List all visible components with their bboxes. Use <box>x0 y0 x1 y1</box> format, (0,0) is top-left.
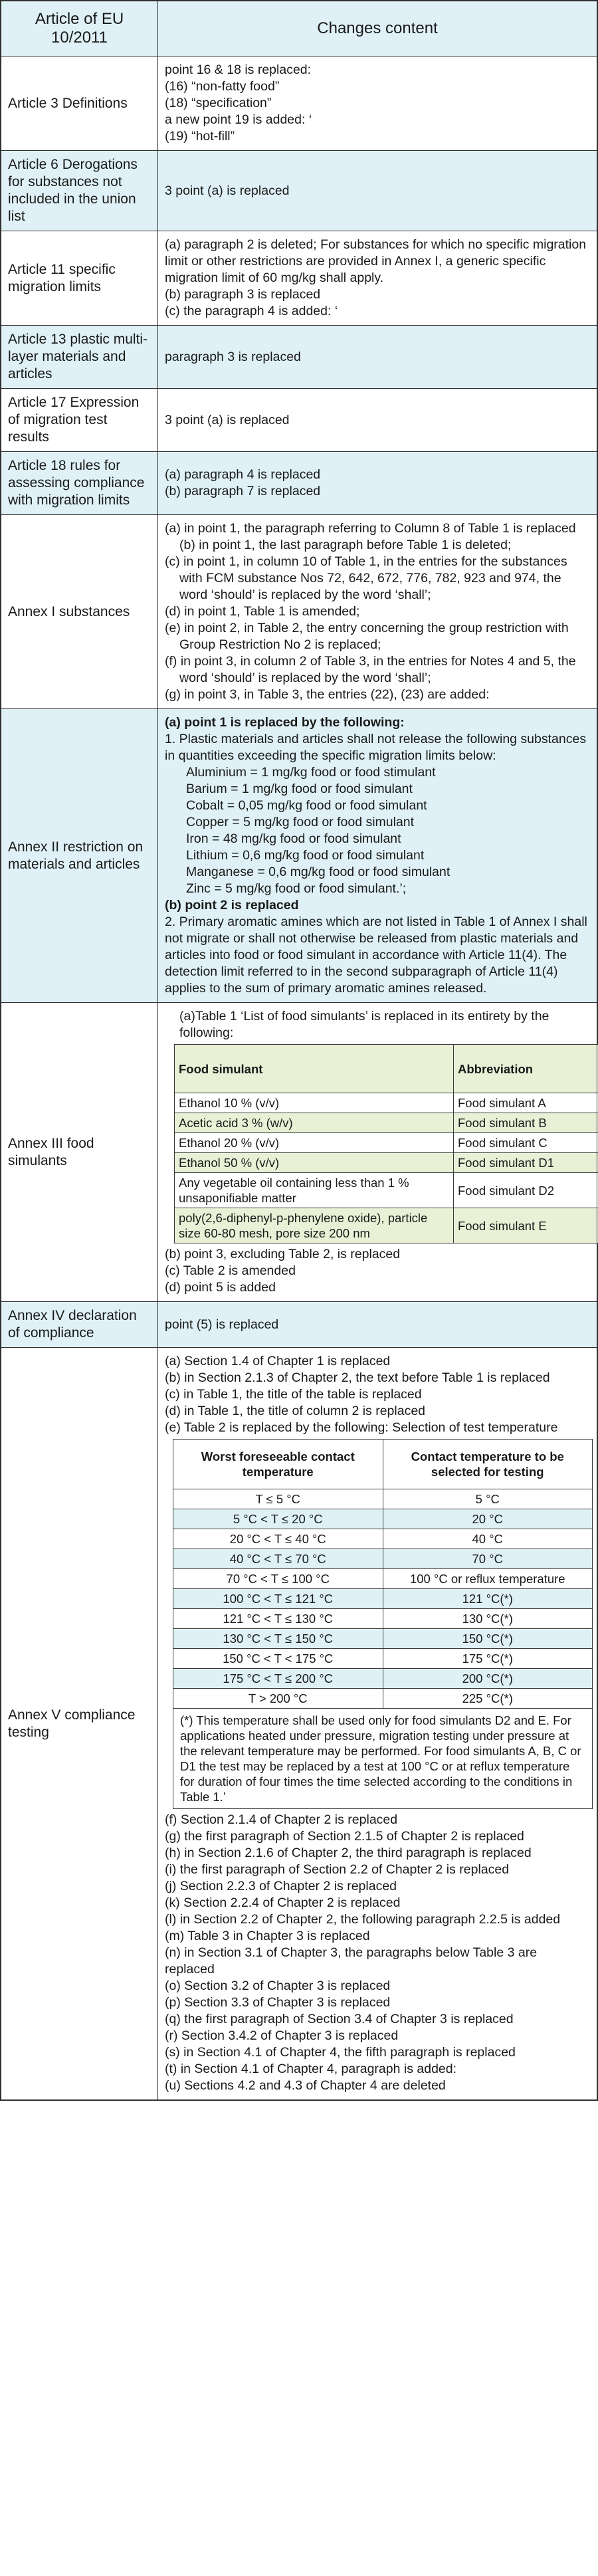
temp-cell: 150 °C(*) <box>383 1629 593 1649</box>
table-row <box>1 389 597 452</box>
content-line: (u) Sections 4.2 and 4.3 of Chapter 4 are deleted <box>165 2078 446 2093</box>
table-row <box>1 1348 597 2100</box>
temp-header-contact: Contact temperature to be selected for testing <box>383 1440 593 1489</box>
content-line: (16) “non-fatty food” <box>165 79 280 94</box>
content-line: (e) in point 2, in Table 2, the entry concerning the group restriction with Group Restriction No 2 is replaced; <box>165 621 569 652</box>
limit-line: Barium = 1 mg/kg food or food simulant <box>186 782 413 796</box>
temp-cell: 225 °C(*) <box>383 1689 593 1709</box>
temp-cell: T > 200 °C <box>173 1689 383 1709</box>
temp-cell: 175 °C(*) <box>383 1649 593 1669</box>
food-cell: Food simulant D1 <box>454 1153 598 1173</box>
row-label: Annex V compliance testing <box>1 1348 158 2100</box>
temp-cell: 175 °C < T ≤ 200 °C <box>173 1669 383 1689</box>
table-row <box>1 1302 597 1348</box>
row-label: Article 6 Derogations for substances not included in the union list <box>1 151 158 231</box>
content-line: (t) in Section 4.1 of Chapter 4, paragraph is added: <box>165 2062 457 2076</box>
row-label: Article 3 Definitions <box>1 56 158 151</box>
temp-cell: 5 °C < T ≤ 20 °C <box>173 1509 383 1529</box>
food-cell: Acetic acid 3 % (w/v) <box>175 1113 454 1133</box>
row-content <box>158 1302 597 1348</box>
table-row <box>173 1689 593 1709</box>
food-cell: Any vegetable oil containing less than 1 % unsaponifiable matter <box>175 1173 454 1208</box>
content-line: (c) Table 2 is amended <box>165 1263 296 1278</box>
row-content <box>158 452 597 515</box>
row-content <box>158 389 597 452</box>
temp-cell: 150 °C < T < 175 °C <box>173 1649 383 1669</box>
row-content <box>158 56 597 151</box>
food-table-header <box>175 1045 598 1093</box>
food-cell: Ethanol 20 % (v/v) <box>175 1133 454 1153</box>
temp-cell: 130 °C(*) <box>383 1609 593 1629</box>
temp-table-note: (*) This temperature shall be used only for food simulants D2 and E. For applications heated under pressure, migration testing under pressure at the relevant temperature may be performed. For food simulants A, B, C or D1 the test may be replaced by a test at 100 °C or at reflux temperature for duration of four times the time selected according to the conditions in Table 1.’ <box>173 1709 593 1809</box>
content-line: (f) in point 3, in column 2 of Table 3, in the entries for Notes 4 and 5, the word ‘should’ is replaced by the word ‘shall’; <box>165 654 576 685</box>
row-content <box>158 326 597 389</box>
content-line: a new point 19 is added: ‘ <box>165 112 312 127</box>
row-content <box>158 231 597 326</box>
content-line: 1. Plastic materials and articles shall not release the following substances in quantities exceeding the specific migration limits below: <box>165 732 587 763</box>
temp-cell: 20 °C < T ≤ 40 °C <box>173 1529 383 1549</box>
temp-table-header <box>173 1440 593 1489</box>
food-cell: Ethanol 50 % (v/v) <box>175 1153 454 1173</box>
content-line: (b) paragraph 7 is replaced <box>165 484 321 498</box>
limit-line: Zinc = 5 mg/kg food or food simulant.’; <box>186 881 407 896</box>
table-row <box>173 1509 593 1529</box>
food-cell: poly(2,6-diphenyl-p-phenylene oxide), particle size 60-80 mesh, pore size 200 nm <box>175 1208 454 1243</box>
table-row <box>173 1489 593 1509</box>
food-cell: Food simulant D2 <box>454 1173 598 1208</box>
row-content <box>158 1348 597 2100</box>
row-label: Article 11 specific migration limits <box>1 231 158 326</box>
food-simulant-table <box>174 1044 598 1243</box>
content-line: (19) “hot-fill” <box>165 129 235 144</box>
limit-line: Aluminium = 1 mg/kg food or food stimulant <box>186 765 436 780</box>
row-label: Annex IV declaration of compliance <box>1 1302 158 1348</box>
food-header-simulant: Food simulant <box>175 1045 454 1093</box>
row-label: Annex II restriction on materials and articles <box>1 709 158 1003</box>
temp-cell: 200 °C(*) <box>383 1669 593 1689</box>
table-row <box>173 1589 593 1609</box>
content-line: (h) in Section 2.1.6 of Chapter 2, the third paragraph is replaced <box>165 1846 532 1860</box>
content-line: (c) the paragraph 4 is added: ‘ <box>165 304 338 318</box>
content-line: (d) in point 1, Table 1 is amended; <box>165 604 360 619</box>
table-row <box>173 1649 593 1669</box>
header-changes: Changes content <box>158 1 597 56</box>
table-row <box>175 1113 598 1133</box>
content-line: (i) the first paragraph of Section 2.2 of Chapter 2 is replaced <box>165 1862 510 1877</box>
table-row <box>173 1629 593 1649</box>
content-line: (p) Section 3.3 of Chapter 3 is replaced <box>165 1995 391 2010</box>
temp-header-worst: Worst foreseeable contact temperature <box>173 1440 383 1489</box>
food-cell: Food simulant C <box>454 1133 598 1153</box>
table-row <box>1 452 597 515</box>
food-cell: Food simulant B <box>454 1113 598 1133</box>
table-row <box>1 56 597 151</box>
table-row <box>173 1669 593 1689</box>
table-row <box>1 709 597 1003</box>
content-line: (f) Section 2.1.4 of Chapter 2 is replaced <box>165 1812 398 1827</box>
temp-cell: 70 °C <box>383 1549 593 1569</box>
table-row <box>175 1208 598 1243</box>
test-temperature-table <box>173 1439 593 1809</box>
temp-cell: 121 °C(*) <box>383 1589 593 1609</box>
content-line: (d) in Table 1, the title of column 2 is replaced <box>165 1404 426 1418</box>
food-cell: Ethanol 10 % (v/v) <box>175 1093 454 1113</box>
content-line: (a)Table 1 ‘List of food simulants’ is replaced in its entirety by the following: <box>179 1009 549 1040</box>
content-line: (j) Section 2.2.3 of Chapter 2 is replaced <box>165 1879 397 1893</box>
content-line: (b) in Section 2.1.3 of Chapter 2, the text before Table 1 is replaced <box>165 1370 550 1385</box>
food-cell: Food simulant E <box>454 1208 598 1243</box>
content-line: 3 point (a) is replaced <box>165 183 290 198</box>
temp-cell: 20 °C <box>383 1509 593 1529</box>
content-line: (a) paragraph 4 is replaced <box>165 467 321 482</box>
temp-cell: 100 °C < T ≤ 121 °C <box>173 1589 383 1609</box>
content-line: (c) in Table 1, the title of the table is replaced <box>165 1387 422 1402</box>
food-cell: Food simulant A <box>454 1093 598 1113</box>
content-line: (b) point 3, excluding Table 2, is replaced <box>165 1247 401 1261</box>
temp-cell: 40 °C < T ≤ 70 °C <box>173 1549 383 1569</box>
content-line: (g) the first paragraph of Section 2.1.5 of Chapter 2 is replaced <box>165 1829 524 1844</box>
temp-cell: 70 °C < T ≤ 100 °C <box>173 1569 383 1589</box>
table-row <box>1 515 597 709</box>
content-line: point (5) is replaced <box>165 1317 279 1332</box>
content-line: (b) point 2 is replaced <box>165 898 299 912</box>
table-row <box>1 326 597 389</box>
table-row <box>1 1003 597 1302</box>
row-content <box>158 709 597 1003</box>
content-line: (o) Section 3.2 of Chapter 3 is replaced <box>165 1979 391 1993</box>
content-line: (a) paragraph 2 is deleted; For substances for which no specific migration limit or other restrictions are provided in Annex I, a generic specific migration limit of 60 mg/kg shall apply. <box>165 237 587 285</box>
temp-cell: 130 °C < T ≤ 150 °C <box>173 1629 383 1649</box>
content-line: 2. Primary aromatic amines which are not listed in Table 1 of Annex I shall not migrate or shall not otherwise be released from plastic materials and articles into food or food simulant in accordance with Article 11(4). The detection limit referred to in the second subparagraph of Article 11(4) applies to the sum of primary aromatic amines released. <box>165 914 587 996</box>
table-row <box>175 1133 598 1153</box>
row-label: Annex III food simulants <box>1 1003 158 1302</box>
content-line: paragraph 3 is replaced <box>165 349 301 364</box>
limit-line: Lithium = 0,6 mg/kg food or food simulant <box>186 848 425 863</box>
temp-cell: 100 °C or reflux temperature <box>383 1569 593 1589</box>
content-line: (a) Section 1.4 of Chapter 1 is replaced <box>165 1354 391 1368</box>
table-row <box>173 1609 593 1629</box>
table-row <box>175 1093 598 1113</box>
row-label: Article 18 rules for assessing compliance with migration limits <box>1 452 158 515</box>
table-row <box>173 1529 593 1549</box>
content-line: (r) Section 3.4.2 of Chapter 3 is replaced <box>165 2028 399 2043</box>
table-row <box>1 231 597 326</box>
content-line: (a) in point 1, the paragraph referring to Column 8 of Table 1 is replaced (b) in point 1, the last paragraph before Table 1 is deleted; <box>165 521 576 552</box>
limit-line: Copper = 5 mg/kg food or food simulant <box>186 815 415 829</box>
table-row <box>175 1173 598 1208</box>
row-content <box>158 515 597 709</box>
table-header-row <box>1 1 597 56</box>
content-line: (n) in Section 3.1 of Chapter 3, the paragraphs below Table 3 are replaced <box>165 1945 538 1977</box>
content-line: (b) paragraph 3 is replaced <box>165 287 321 302</box>
content-line: (m) Table 3 in Chapter 3 is replaced <box>165 1929 370 1943</box>
content-line: (a) point 1 is replaced by the following: <box>165 715 405 730</box>
table-row <box>1 151 597 231</box>
row-content <box>158 1003 597 1302</box>
content-line: (q) the first paragraph of Section 3.4 of Chapter 3 is replaced <box>165 2012 514 2026</box>
content-line: (d) point 5 is added <box>165 1280 276 1295</box>
temp-table-note-row <box>173 1709 593 1809</box>
limit-line: Cobalt = 0,05 mg/kg food or food simulant <box>186 798 427 813</box>
temp-cell: 5 °C <box>383 1489 593 1509</box>
table-row <box>173 1569 593 1589</box>
limit-line: Manganese = 0,6 mg/kg food or food simulant <box>186 865 450 879</box>
row-label: Annex I substances <box>1 515 158 709</box>
temp-cell: T ≤ 5 °C <box>173 1489 383 1509</box>
content-line: point 16 & 18 is replaced: <box>165 62 312 77</box>
content-line: (k) Section 2.2.4 of Chapter 2 is replaced <box>165 1895 401 1910</box>
header-article: Article of EU 10/2011 <box>1 1 158 56</box>
content-line: (18) “specification” <box>165 96 272 110</box>
content-line: (c) in point 1, in column 10 of Table 1, in the entries for the substances with FCM substance Nos 72, 642, 672, 776, 782, 923 and 974, the word ‘should’ is replaced by the word ‘shall’; <box>165 554 567 602</box>
content-line: (s) in Section 4.1 of Chapter 4, the fifth paragraph is replaced <box>165 2045 516 2060</box>
table-row <box>173 1549 593 1569</box>
row-content <box>158 151 597 231</box>
limit-line: Iron = 48 mg/kg food or food simulant <box>186 831 401 846</box>
temp-cell: 121 °C < T ≤ 130 °C <box>173 1609 383 1629</box>
table-row <box>175 1153 598 1173</box>
content-line: (e) Table 2 is replaced by the following: Selection of test temperature <box>165 1420 558 1435</box>
row-label: Article 13 plastic multi-layer materials and articles <box>1 326 158 389</box>
temp-cell: 40 °C <box>383 1529 593 1549</box>
content-line: (l) in Section 2.2 of Chapter 2, the following paragraph 2.2.5 is added <box>165 1912 561 1927</box>
row-label: Article 17 Expression of migration test results <box>1 389 158 452</box>
amendments-table <box>1 1 597 2100</box>
content-line: (g) in point 3, in Table 3, the entries (22), (23) are added: <box>165 687 490 702</box>
food-header-abbreviation: Abbreviation <box>454 1045 598 1093</box>
content-line: 3 point (a) is replaced <box>165 412 290 427</box>
